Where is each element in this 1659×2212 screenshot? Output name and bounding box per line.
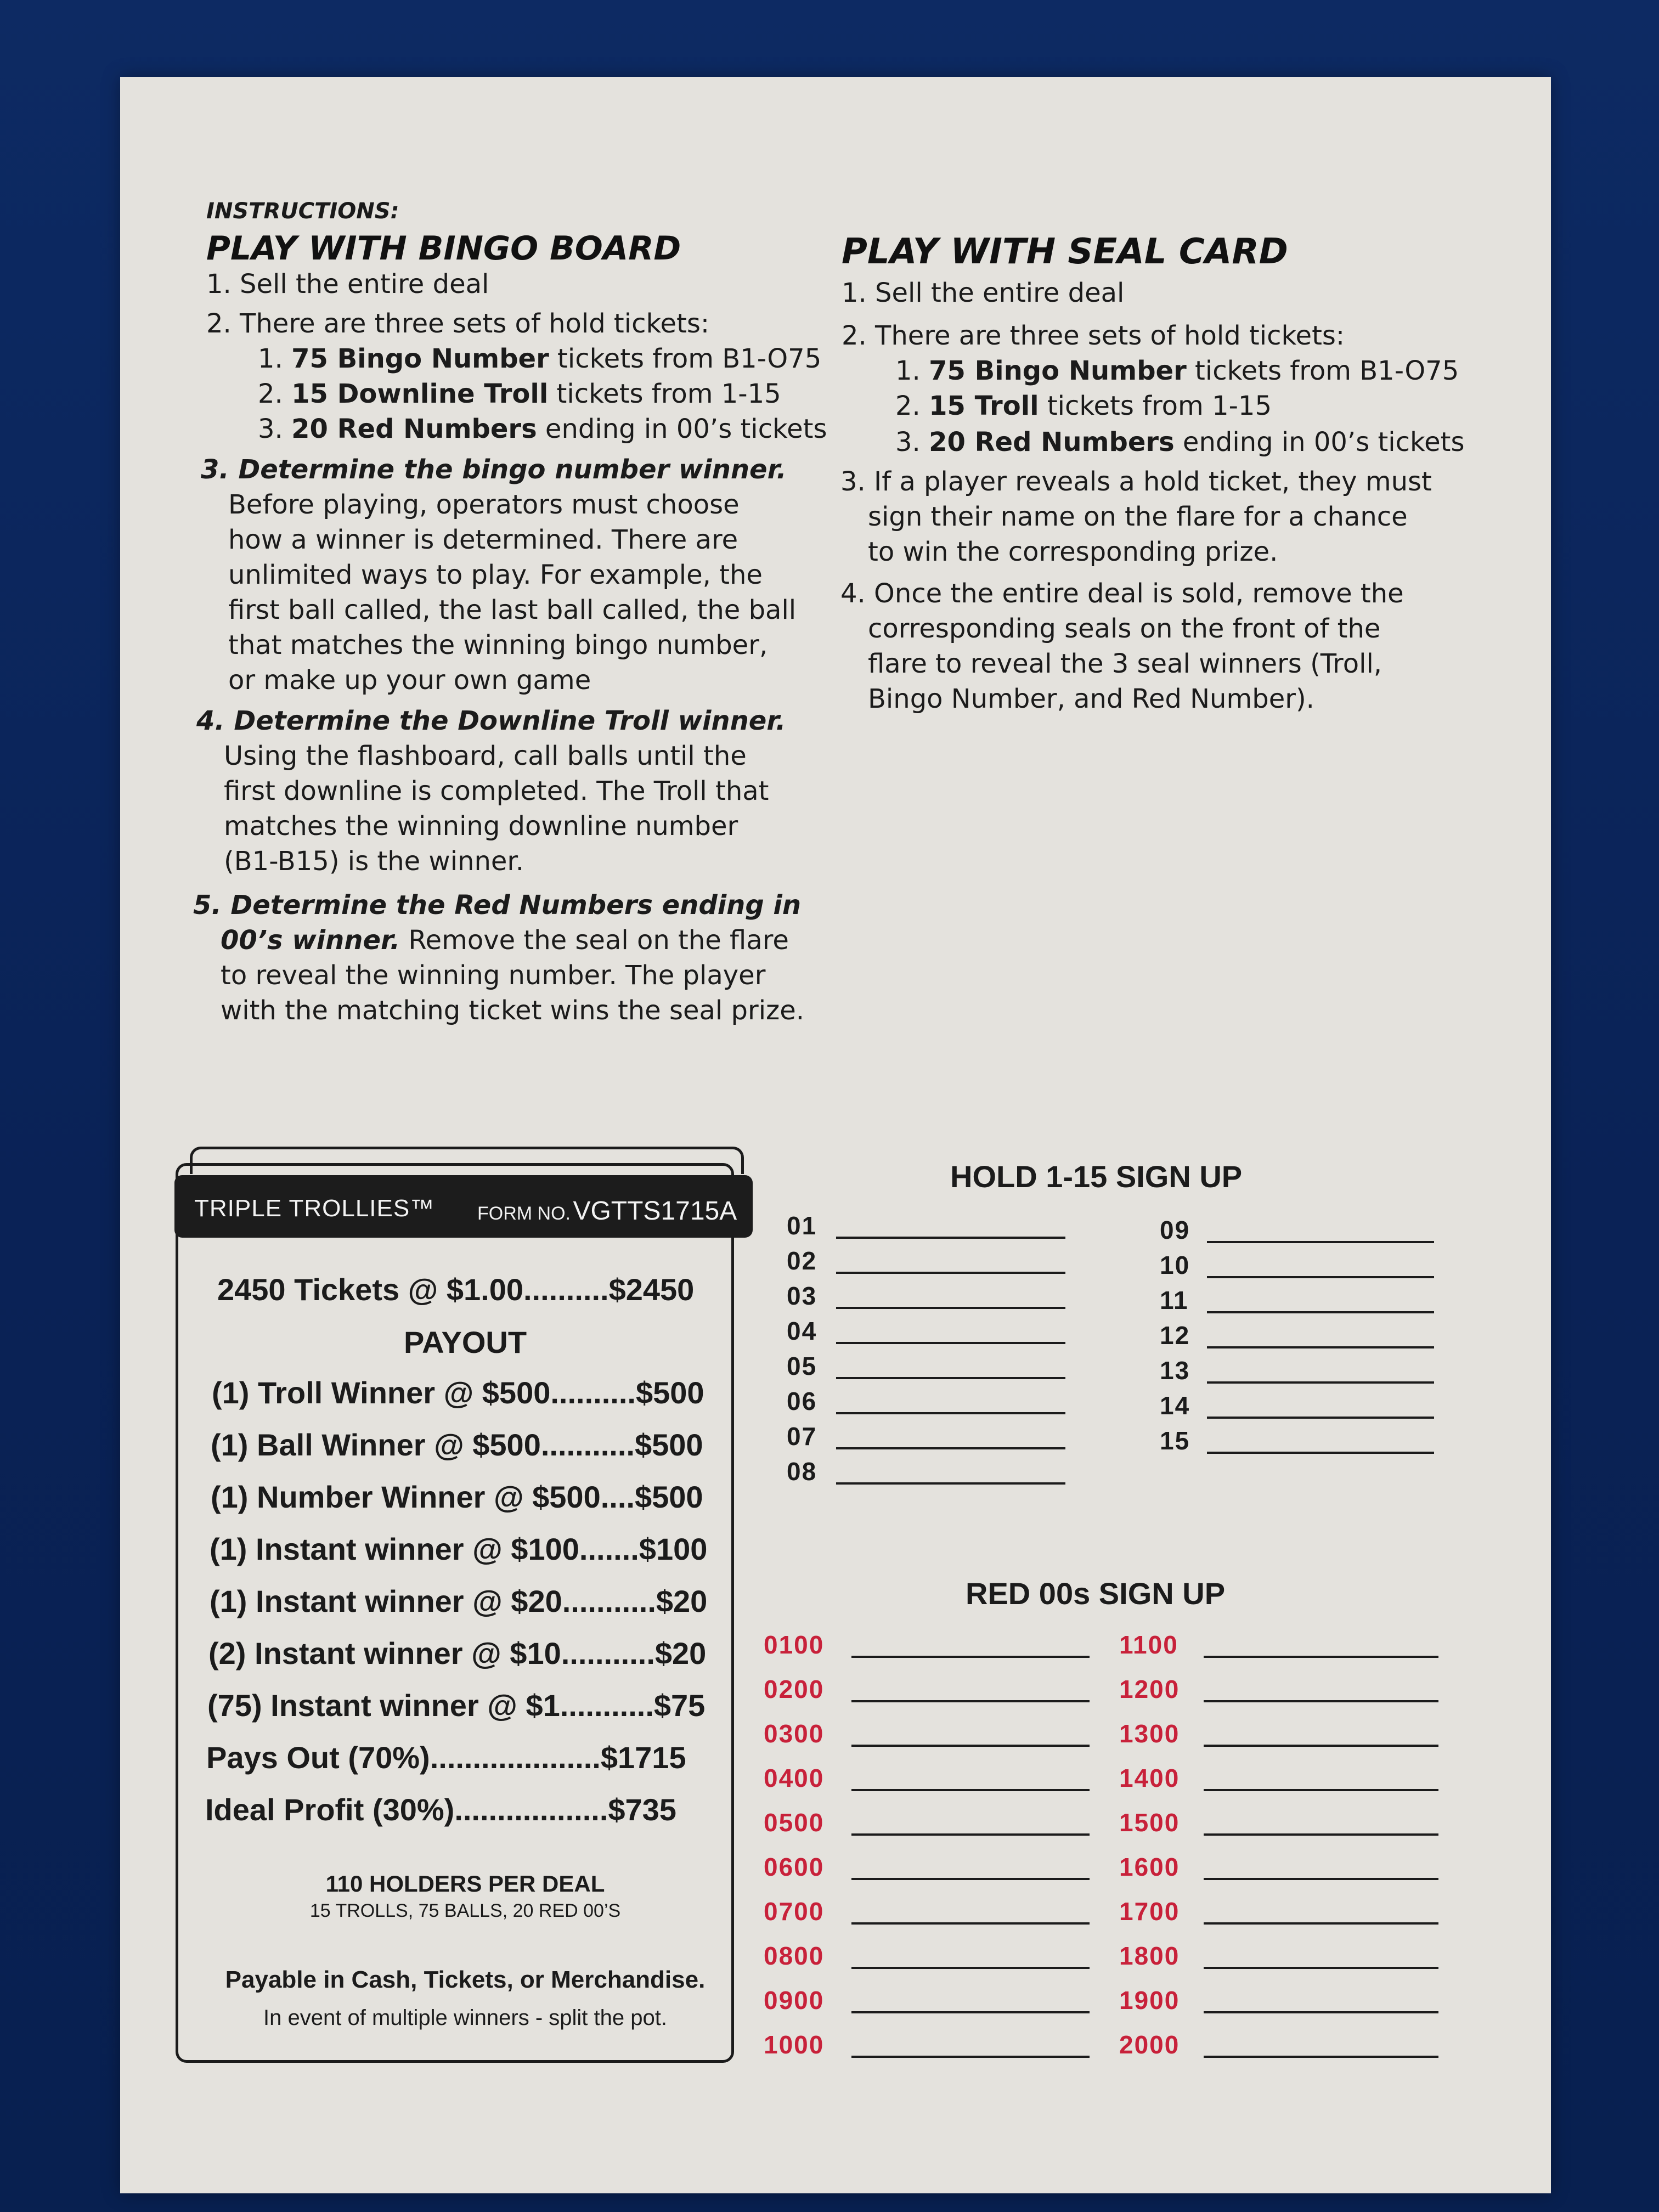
hold-signup-row[interactable]: 09 — [1160, 1214, 1434, 1246]
tickets-line: 2450 Tickets @ $1.00..........$2450 — [217, 1272, 695, 1307]
red-signup-row[interactable]: 1100 — [1119, 1628, 1438, 1661]
hold-signup-row[interactable]: 02 — [787, 1244, 1065, 1277]
game-name: TRIPLE TROLLIES™ — [194, 1195, 435, 1222]
red-signup-row[interactable]: 1900 — [1119, 1984, 1438, 2017]
right-step-2: 2. There are three sets of hold tickets: — [842, 320, 1345, 351]
hold-signup-row[interactable]: 04 — [787, 1314, 1065, 1347]
hold-signup-row[interactable]: 08 — [787, 1455, 1065, 1488]
prize-line: (1) Instant winner @ $20...........$20 — [210, 1584, 708, 1618]
red-signup-row[interactable]: 1800 — [1119, 1939, 1438, 1972]
payout-box-header — [174, 1175, 753, 1238]
red-signup-row[interactable]: 0300 — [764, 1717, 1090, 1750]
left-step-4-heading: 4. Determine the Downline Troll winner. — [196, 706, 786, 736]
hold-signup-row[interactable]: 01 — [787, 1209, 1065, 1242]
left-step-1: 1. Sell the entire deal — [206, 269, 489, 300]
red-signup-row[interactable]: 1700 — [1119, 1895, 1438, 1928]
prize-line: (1) Ball Winner @ $500...........$500 — [211, 1427, 703, 1462]
left-step-4-body: Using the flashboard, call balls until the first downline is completed. The Troll that matches the winning downline number (B1-B15) is the winner. — [224, 741, 769, 877]
red-signup-row[interactable]: 0100 — [764, 1628, 1090, 1661]
red-signup-row[interactable]: 0600 — [764, 1850, 1090, 1883]
hold-signup-row[interactable]: 10 — [1160, 1249, 1434, 1282]
left-sub-3: 3. 20 Red Numbers ending in 00’s tickets — [258, 414, 827, 444]
red-signup-row[interactable]: 0400 — [764, 1762, 1090, 1795]
form-number: FORM NO. VGTTS1715A — [477, 1197, 737, 1226]
ideal-profit-line: Ideal Profit (30%)..................$735 — [205, 1792, 676, 1827]
left-step-3-body: Before playing, operators must choose how a winner is determined. There are unlimited ways to play. For example, the first ball called, the last ball called, the ball that matches the winning bingo number, or make up your own game — [228, 489, 797, 696]
right-sub-2: 2. 15 Troll tickets from 1-15 — [895, 391, 1272, 421]
prize-line: (1) Number Winner @ $500....$500 — [211, 1480, 703, 1514]
red-signup-row[interactable]: 1200 — [1119, 1673, 1438, 1706]
red-signup-row[interactable]: 0800 — [764, 1939, 1090, 1972]
red-signup-row[interactable]: 0200 — [764, 1673, 1090, 1706]
red-signup-row[interactable]: 2000 — [1119, 2028, 1438, 2061]
hold-signup-row[interactable]: 07 — [787, 1420, 1065, 1453]
red-signup-row[interactable]: 1500 — [1119, 1806, 1438, 1839]
left-step-5-heading: 5. Determine the Red Numbers ending in — [193, 890, 802, 921]
payout-heading: PAYOUT — [403, 1325, 527, 1359]
left-step-3-heading: 3. Determine the bingo number winner. — [201, 454, 787, 485]
hold-signup-title: HOLD 1-15 SIGN UP — [950, 1159, 1243, 1194]
prize-line: (1) Troll Winner @ $500..........$500 — [212, 1375, 704, 1410]
red-signup-row[interactable]: 1400 — [1119, 1762, 1438, 1795]
hold-signup-row[interactable]: 11 — [1160, 1284, 1434, 1317]
red-signup-row[interactable]: 0900 — [764, 1984, 1090, 2017]
hold-signup-row[interactable]: 13 — [1160, 1354, 1434, 1387]
hold-signup-row[interactable]: 15 — [1160, 1424, 1434, 1457]
hold-signup-row[interactable]: 06 — [787, 1385, 1065, 1418]
pays-out-line: Pays Out (70%)....................$1715 — [206, 1740, 686, 1775]
hold-signup-row[interactable]: 12 — [1160, 1319, 1434, 1352]
left-sub-2: 2. 15 Downline Troll tickets from 1-15 — [258, 379, 781, 409]
right-step-3: 3. If a player reveals a hold ticket, they must sign their name on the flare for a chance to win the corresponding prize. — [840, 466, 1432, 567]
right-sub-1: 1. 75 Bingo Number tickets from B1-O75 — [895, 356, 1459, 386]
red-signup-row[interactable]: 0500 — [764, 1806, 1090, 1839]
prize-line: (2) Instant winner @ $10...........$20 — [208, 1636, 707, 1671]
left-sub-1: 1. 75 Bingo Number tickets from B1-O75 — [258, 343, 822, 374]
bingo-board-heading: PLAY WITH BINGO BOARD — [206, 229, 681, 268]
red-signup-title: RED 00s SIGN UP — [966, 1576, 1226, 1611]
red-signup-row[interactable]: 1600 — [1119, 1850, 1438, 1883]
left-step-5-body: 00’s winner. Remove the seal on the flare to reveal the winning number. The player with the matching ticket wins the seal prize. — [221, 925, 805, 1026]
red-signup-row[interactable]: 1300 — [1119, 1717, 1438, 1750]
seal-card-heading: PLAY WITH SEAL CARD — [842, 232, 1288, 272]
prize-line: (1) Instant winner @ $100.......$100 — [210, 1532, 708, 1566]
right-sub-3: 3. 20 Red Numbers ending in 00’s tickets — [895, 427, 1465, 458]
payable-note: Payable in Cash, Tickets, or Merchandise. — [225, 1966, 706, 1993]
right-step-4: 4. Once the entire deal is sold, remove the corresponding seals on the front of the flare to reveal the 3 seal winners (Troll, Bingo Number, and Red Number). — [840, 578, 1404, 714]
hold-signup-row[interactable]: 14 — [1160, 1389, 1434, 1422]
hold-signup-row[interactable]: 03 — [787, 1279, 1065, 1312]
split-pot-note: In event of multiple winners - split the pot. — [263, 2006, 667, 2030]
red-signup-row[interactable]: 1000 — [764, 2028, 1090, 2061]
left-step-2: 2. There are three sets of hold tickets: — [206, 308, 710, 339]
prize-line: (75) Instant winner @ $1...........$75 — [207, 1688, 706, 1723]
right-step-1: 1. Sell the entire deal — [842, 278, 1125, 308]
holders-breakdown: 15 TROLLS, 75 BALLS, 20 RED 00’S — [309, 1900, 621, 1921]
holders-per-deal: 110 HOLDERS PER DEAL — [325, 1871, 605, 1897]
instructions-kicker: INSTRUCTIONS: — [206, 199, 399, 224]
hold-signup-row[interactable]: 05 — [787, 1350, 1065, 1383]
red-signup-row[interactable]: 0700 — [764, 1895, 1090, 1928]
